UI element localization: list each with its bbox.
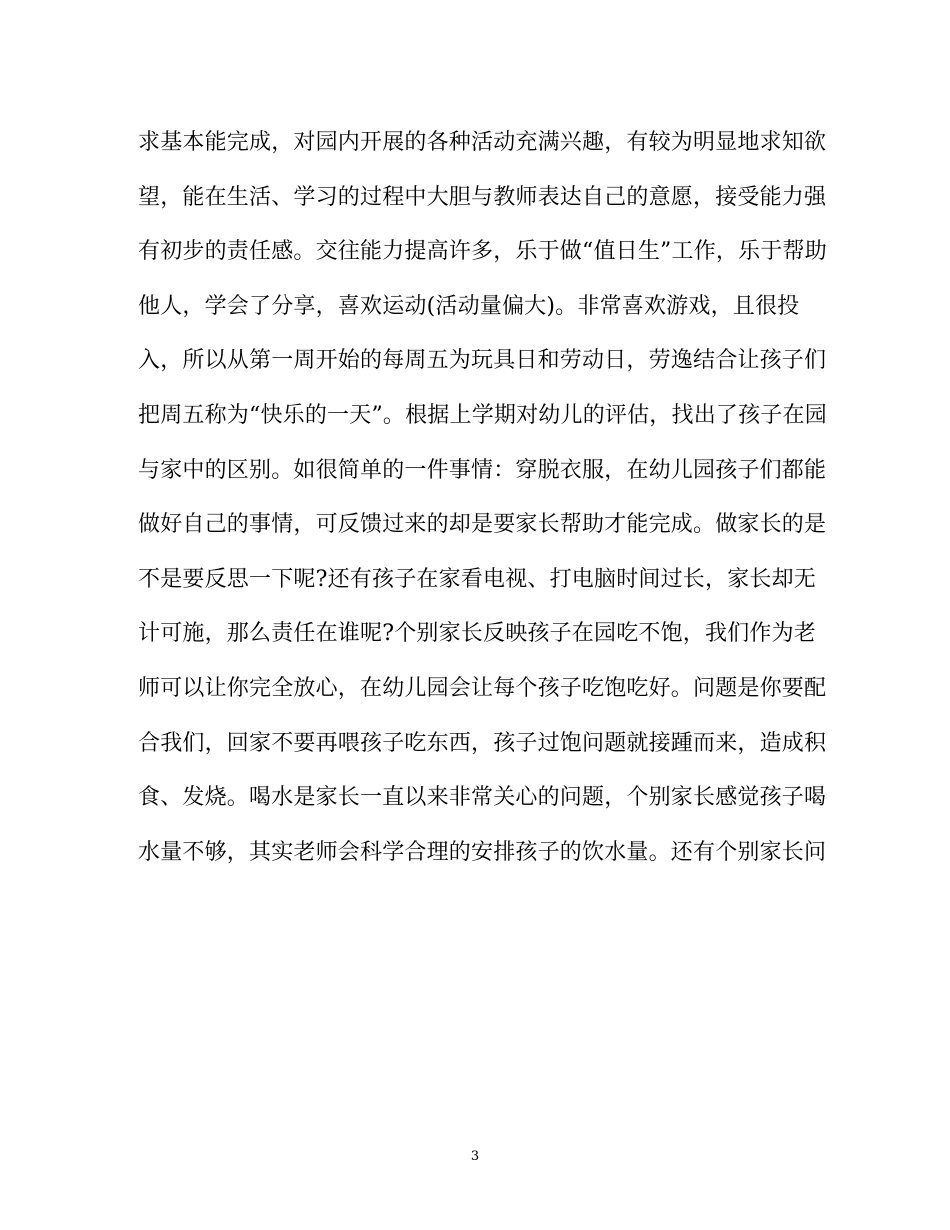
text-line: 他人，学会了分享，喜欢运动(活动量偏大)。非常喜欢游戏，且很投: [138, 293, 800, 319]
text-line: 有初步的责任感。交往能力提高许多，乐于做“值日生”工作，乐于帮助: [138, 239, 827, 265]
text-line: 入，所以从第一周开始的每周五为玩具日和劳动日，劳逸结合让孩子们: [138, 348, 827, 374]
text-line: 合我们，回家不要再喂孩子吃东西，孩子过饱问题就接踵而来，造成积: [138, 730, 827, 756]
text-line: 做好自己的事情，可反馈过来的却是要家长帮助才能完成。做家长的是: [138, 512, 827, 538]
text-line: 计可施，那么责任在谁呢?个别家长反映孩子在园吃不饱，我们作为老: [138, 621, 816, 647]
text-line: 与家中的区别。如很简单的一件事情：穿脱衣服，在幼儿园孩子们都能: [138, 457, 827, 483]
body-text: [138, 121, 828, 885]
text-line: 望，能在生活、学习的过程中大胆与教师表达自己的意愿，接受能力强: [138, 184, 827, 210]
text-line: 求基本能完成，对园内开展的各种活动充满兴趣，有较为明显地求知欲: [138, 130, 827, 155]
text-line: 师可以让你完全放心，在幼儿园会让每个孩子吃饱吃好。问题是你要配: [138, 675, 827, 701]
text-line: 把周五称为“快乐的一天”。根据上学期对幼儿的评估，找出了孩子在园: [138, 402, 827, 428]
text-line: 水量不够，其实老师会科学合理的安排孩子的饮水量。还有个别家长问: [138, 839, 827, 865]
text-line: 不是要反思一下呢?还有孩子在家看电视、打电脑时间过长，家长却无: [138, 566, 816, 592]
text-line: 食、发烧。喝水是家长一直以来非常关心的问题，个别家长感觉孩子喝: [138, 785, 827, 811]
page-number: 3: [470, 1149, 480, 1164]
